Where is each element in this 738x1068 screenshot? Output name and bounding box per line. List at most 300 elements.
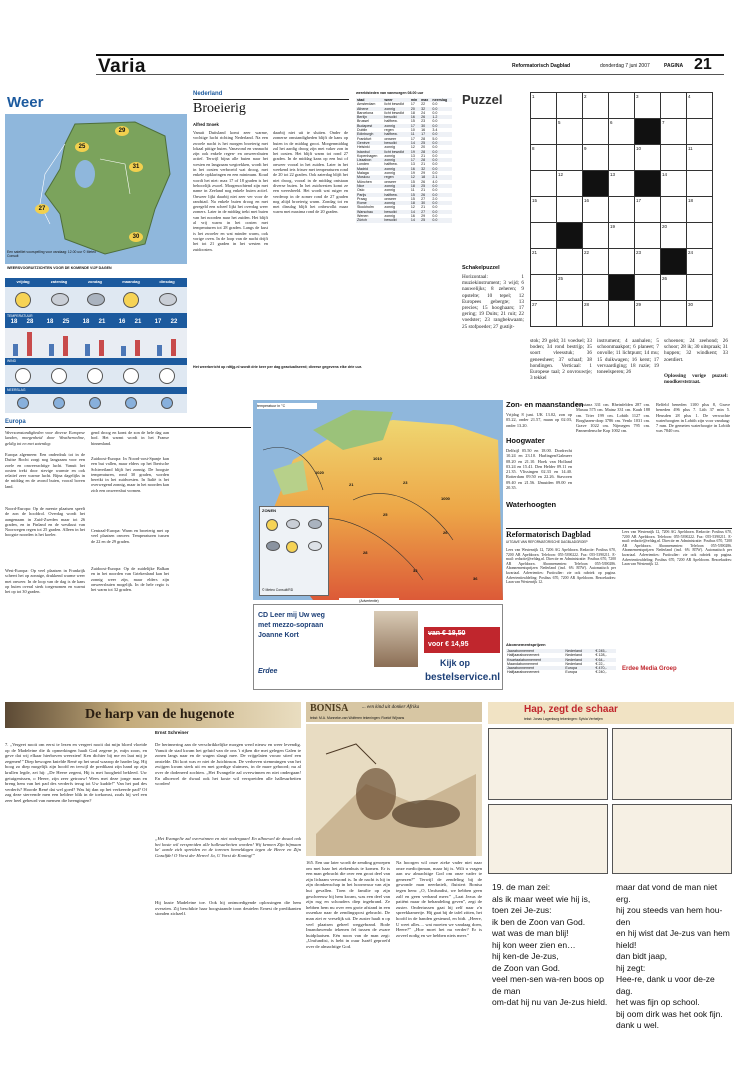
table-cell: halfbew. — [384, 192, 398, 197]
crossword-cell[interactable] — [687, 223, 713, 249]
temp-max: 25 — [62, 319, 70, 325]
table-cell: 18 — [421, 175, 426, 180]
table-cell: Barcelona — [357, 110, 374, 115]
crossword-block — [583, 171, 609, 197]
table-cell: bewolkt — [384, 115, 397, 120]
price-cell: € 245,- — [595, 649, 607, 653]
day-label: zondag — [88, 279, 102, 284]
water-col2: Konstanz 331 cm. Rheinfelden 287 cm. Maxau 575 cm. Mainz 331 cm. Kaub 188 cm. Trier 199 cm. Lobith 1127 cm. Borgharen-dorp 3786 cm. Venlo 1031 cm. Grave 1022 cm. Nijmegen 795 cm. Pannerdensche Kop 1002 cm. — [576, 402, 650, 434]
table-cell: 2.0 — [432, 196, 438, 201]
crossword-cell[interactable]: 19 — [609, 223, 635, 249]
table-cell: 19 — [410, 171, 415, 176]
table-cell: halfbew. — [384, 162, 398, 167]
pressure-label: 1020 — [315, 470, 324, 475]
wind-label: WIND — [7, 359, 17, 363]
table-body — [356, 98, 452, 356]
table-cell: 25 — [421, 183, 426, 188]
crossword-cell[interactable] — [635, 223, 661, 249]
table-cell: Oslo — [357, 188, 365, 193]
table-cell: zonnig — [384, 145, 396, 150]
price-cell: Nederland — [565, 649, 582, 653]
hap-col2: maar dat vond de man niet erg. hij zou steeds van hem hou-den en hij wist dat Je-zus van hem hield! dan bidt jaap, hij zegt: Hee-re, dank u voor de-ze dag. het was fijn op school. bij oom dirk was het ook fijn. dank u wel. — [616, 882, 730, 1030]
table-cell: Frankfurt — [357, 136, 372, 141]
table-row — [356, 218, 452, 222]
crossword-block — [635, 119, 661, 145]
crossword-cell[interactable] — [557, 197, 583, 223]
map-temp-label: 36 — [473, 576, 478, 581]
europa-text4: gend droog en komt de zon de hele dag aan bod. Het warmt wordt in het Franse binnenland. — [91, 430, 169, 446]
crossword-cell[interactable]: 27 — [531, 301, 557, 327]
bonisa-subtitle: ... een kind uit donker Afrika — [362, 705, 420, 710]
table-cell: Genève — [357, 140, 370, 145]
ad-url-link[interactable]: bestelservice.nl — [424, 672, 500, 683]
table-header-cell: neerslag — [432, 98, 448, 102]
comic-panel — [488, 728, 608, 800]
table-cell: zonnig — [384, 158, 396, 163]
table-cell: 15 — [410, 119, 415, 124]
ad-brand: Erdee — [258, 668, 278, 675]
pressure-label: 1010 — [373, 456, 382, 461]
crossword-cell[interactable] — [661, 301, 687, 327]
table-cell: 28 — [421, 136, 426, 141]
crossword-cell[interactable]: 9 — [583, 145, 609, 171]
crossword-cell[interactable] — [635, 275, 661, 301]
table-cell: 0.0 — [432, 201, 438, 206]
ad-tag: (Advertentie) — [339, 598, 399, 604]
bonisa-comic — [306, 702, 482, 1062]
table-cell: Moskou — [357, 175, 370, 180]
table-cell: Rome — [357, 201, 367, 206]
table-cell: regen — [384, 175, 394, 180]
crossword-cell[interactable]: 20 — [661, 223, 687, 249]
table-cell: 0.0 — [432, 214, 438, 219]
crossword-cell[interactable]: 22 — [583, 249, 609, 275]
price-cell: Halfjaarabonnement — [507, 670, 540, 675]
nederland-title: Broeierig — [193, 101, 246, 116]
crossword-cell[interactable] — [557, 93, 583, 119]
table-cell: zonnig — [384, 201, 396, 206]
table-cell: 14 — [410, 140, 415, 145]
table-cell: Londen — [357, 162, 369, 167]
crossword-cell[interactable] — [609, 145, 635, 171]
table-cell: 16 — [421, 128, 426, 133]
sun-cloud-icon — [123, 292, 139, 308]
table-cell: 29 — [421, 214, 426, 219]
crossword-cell[interactable]: 5 — [557, 119, 583, 145]
price-cell: Nederland — [565, 653, 582, 658]
table-cell: 0.0 — [432, 218, 438, 223]
map-temp-label: 28 — [363, 550, 368, 555]
min-bar — [13, 344, 18, 356]
crossword-cell[interactable] — [609, 301, 635, 327]
table-cell: 0.0 — [432, 102, 438, 107]
table-cell: zonnig — [384, 123, 396, 128]
table-cell: München — [357, 179, 372, 184]
crossword-block — [557, 223, 583, 249]
day-label: vrijdag — [16, 279, 30, 284]
crossword-cell[interactable]: 17 — [635, 197, 661, 223]
wind-compass-icon — [15, 368, 31, 384]
table-cell: 21 — [421, 188, 426, 193]
europa-text5: Zuidoost-Europa: In Noord-oost-Spanje kan een bui vallen, maar elders op het Iberische Schiereiland blijft het zonnig. De hoogste temperaturen, rond 30 graden, worden bereikt in het zuidwesten. In Italië is het overwegend zonnig, maar in het noorden kan zich een onweersbui vormen. — [91, 456, 169, 493]
table-cell: 0.0 — [432, 149, 438, 154]
harp-serial — [5, 702, 301, 1062]
forecast-grid — [5, 278, 187, 413]
crossword-cell[interactable]: 3 — [635, 93, 661, 119]
crossword-cell[interactable]: 24 — [687, 249, 713, 275]
crossword-cell[interactable] — [661, 145, 687, 171]
map-inset — [259, 506, 329, 596]
zon-title: Zon- en maanstanden — [506, 400, 584, 409]
schakel-title: Schakelpuzzel — [462, 265, 500, 271]
table-cell: 13 — [410, 153, 415, 158]
table-cell: 0.0 — [432, 123, 438, 128]
temp-min: 16 — [118, 319, 126, 325]
table-cell: 25 — [421, 140, 426, 145]
crossword-cell[interactable] — [557, 249, 583, 275]
crossword-cell[interactable] — [583, 119, 609, 145]
table-cell: 16 — [410, 115, 415, 120]
table-header-cell: min — [410, 98, 418, 102]
table-cell: 21 — [421, 153, 426, 158]
harp-banner — [5, 702, 301, 728]
ad-line1: CD Leer mij Uw weg — [258, 612, 325, 619]
day-label: dinsdag — [159, 279, 175, 284]
prices-title: Abonnementsprijzen — [506, 642, 546, 647]
table-cell: zonnig — [384, 106, 396, 111]
zon-maan-section — [506, 400, 732, 520]
table-cell: 17 — [410, 158, 415, 163]
europa-text1: Europa algemeen: Een onderdruk tot in de Duitse Bocht zorgt nog langzaam voor een zoele en onweerachtige lucht. Vanuit het oosten trekt door stevige warmte en ook relatief zeer warme lucht. Bijna dagelijks in de middag en de avond buien, vooral boven land. — [5, 452, 85, 489]
ad-old-price: van € 18,50 — [428, 630, 466, 637]
bonisa-drawing — [306, 724, 482, 856]
crossword-cell[interactable]: 4 — [687, 93, 713, 119]
table-cell: zonnig — [384, 166, 396, 171]
price-cell: Kwartaalabonnement — [507, 657, 541, 662]
crossword-block — [609, 275, 635, 301]
waterhoogten-title: Waterhoogten — [506, 500, 557, 509]
table-cell: 13 — [410, 162, 415, 167]
crossword-cell[interactable]: 25 — [557, 275, 583, 301]
temp-min: 17 — [154, 319, 162, 325]
cd-cover-image — [374, 611, 418, 667]
crossword-cell[interactable]: 2 — [583, 93, 609, 119]
table-header-cell: weer — [384, 98, 393, 102]
table-cell: 28 — [421, 149, 426, 154]
map-temp-west: 25 — [75, 142, 89, 152]
sun-cloud-icon — [286, 541, 298, 553]
crossword-cell[interactable] — [531, 223, 557, 249]
crossword-cell[interactable]: 23 — [635, 249, 661, 275]
table-cell: 0.0 — [432, 145, 438, 150]
table-cell: 27 — [421, 209, 426, 214]
table-cell: 17 — [410, 136, 415, 141]
table-cell: Brussel — [357, 119, 369, 124]
table-cell: 15 — [410, 196, 415, 201]
table-cell: licht bewolkt — [384, 102, 404, 107]
world-cities-table — [356, 98, 452, 223]
table-header-cell: max — [421, 98, 429, 102]
table-cell: 16 — [410, 214, 415, 219]
table-cell: 14 — [410, 218, 415, 223]
colofon-title: Reformatorisch Dagblad — [506, 530, 591, 539]
crossword-cell[interactable] — [687, 275, 713, 301]
harp-title: De harp van de hugenote — [85, 707, 235, 722]
table-cell: bewolkt — [384, 218, 397, 223]
table-cell: 16 — [410, 166, 415, 171]
price-cell: Jaarabonnement — [507, 666, 534, 671]
temp-max: 21 — [98, 319, 106, 325]
crossword-cell[interactable] — [609, 197, 635, 223]
puzzel-col3: instrument; 4 aanhalen; 5 schoonmaakpot; 6 planeet; 7 onvolle; 11 lichtpunt; 14 mu; 15 duikwagen; 16 kerst; 17 vervaardiging; 18 ruzie; 19 toneelsperen; 26 — [597, 338, 659, 376]
harp-author: Ernst Schreiner — [155, 730, 189, 735]
nederland-article — [193, 88, 351, 358]
table-cell: 32 — [421, 106, 426, 111]
puzzel-title: Puzzel — [462, 92, 503, 107]
header-date: donderdag 7 juni 2007 — [600, 63, 650, 69]
crossword-cell[interactable]: 15 — [531, 197, 557, 223]
price-cell: Halfjaarabonnement — [507, 653, 540, 658]
colofon-section — [506, 528, 732, 728]
min-bar — [157, 345, 162, 356]
table-cell: 0.0 — [432, 106, 438, 111]
crossword-cell[interactable] — [687, 171, 713, 197]
crossword-cell[interactable]: 18 — [687, 197, 713, 223]
inset-title: ZONEN — [262, 508, 276, 513]
map-temp-label: 26 — [443, 530, 448, 535]
bonisa-banner — [306, 702, 482, 722]
prices-table — [506, 649, 616, 689]
table-cell: 0.0 — [432, 110, 438, 115]
max-bar — [171, 339, 176, 356]
puzzel-oplossing: Oplossing vorige puzzel: noodkerststraat. — [664, 373, 728, 386]
crossword-cell[interactable] — [661, 197, 687, 223]
max-bar — [99, 340, 104, 356]
crossword-cell[interactable]: 12 — [557, 171, 583, 197]
bonisa-col2: Na hoorgen wil onze zieke vader niet naar onze medicijnman, maar hij is. Wilt u vragen aan uw almachtige God om onze vader te genezen?” Terwijl de zendeling bij de gewonde man neerknielt, fluistert Bonisa tegen hem: „O, Umfundisi, we hebben geen zalf en geen verband meer.” „Laat Jezus de patiënt maar de behandeling geven”, zegt de zuster. Ondertussen gaat hij zelf naar z'n spreekkamertje. Hij gaat bij de tafel zitten, het hoofd in de handen gesteund, en bidt. „Heere, U weet alles.... wat moeten we vandaag doen, Heere?” „Hoe moet het nu verder? Er is zoveel nodig en we hebben niets meer.” — [396, 860, 482, 938]
section-title: Varia — [98, 56, 146, 77]
table-cell: 28 — [421, 158, 426, 163]
weer-footer: Het weerbericht op rdtijg.nl wordt drie keer per dag geactualiseerd; diverse gegevens elke drie uur. — [193, 365, 362, 369]
table-cell: 18 — [410, 183, 415, 188]
table-cell: 17 — [421, 132, 426, 137]
rain-drop-icon — [17, 397, 29, 409]
colofon-body: Lees van Westenrijk 12, 7206 AG Apeldoorn. Redactie: Postbus 670, 7200 AR Apeldoorn. Telefoon: 055-5390222. Fax: 055-5390211. E-mail: redactie@refdag.nl. Directie en Administratie: Postbus 670, 7200 AR Apeldoorn. Abonnementen: Telefoon 055-5390286. Abonnementsprijzen Nederland (incl. 6% BTW). Automatisch per kwartaal. Advertenties: Particulier: zie ook rubriek op pagina. Advertentieafdeling: Postbus 670, 7200 AR Apeldoorn. Bezoekadres: Laan van Westenrijk 12. — [506, 548, 616, 585]
price-cell: € 22,- — [595, 661, 605, 666]
rain-drop-icon — [125, 397, 137, 409]
table-cell: licht bewolkt — [384, 149, 404, 154]
crossword-block — [661, 249, 687, 275]
wind-compass-icon — [87, 368, 103, 384]
neerslag-label: NEERSLAG — [7, 388, 26, 392]
table-cell: 21 — [421, 205, 426, 210]
crossword-cell[interactable] — [557, 301, 583, 327]
europa-text3: West-Europa: Op veel plaatsen in Frankrijk scheert het op zonnige, drukkend warme weer met onweer. In de loop van de dag is de kans op buien overal sterk toegenomen en warmt het op tot 30 graden. — [5, 568, 85, 595]
prices-table-body — [506, 649, 616, 675]
puzzel-col2: stok; 29 geld; 31 voedsel; 33 boden; 34 rond bestrijp; 35 soort vleesstuk; 36 geneesheer; 37 schaaf; 38 hondingen. Verticaal: 1 Europese taal; 2 onvrouwtje; 3 tekkel — [530, 338, 592, 382]
map-credit: © Meteo Consult/RD — [262, 588, 294, 592]
table-cell: regen — [384, 128, 394, 133]
table-cell: 20 — [421, 145, 426, 150]
europa-kicker: Europa — [5, 419, 26, 425]
europa-text7: Zuidoost-Europa: Op de zuidelijke Balkan en in het noorden van Griekenland kan het zonnig weer zijn, maar elders zijn onweersbuien mogelijk. In de hele regio is het warm tot 32 graden. — [91, 566, 169, 593]
price-cell: Europa — [565, 666, 577, 671]
ad-price-box — [424, 627, 500, 653]
map-temp-label: 21 — [349, 482, 354, 487]
pressure-label: 1000 — [441, 496, 450, 501]
erdee-media-logo: Erdee Media Groep — [622, 666, 677, 672]
cloud-icon — [51, 293, 69, 306]
crossword-cell[interactable]: 21 — [531, 249, 557, 275]
neerslag-row — [5, 394, 187, 413]
ad-new-price: voor € 14,95 — [428, 641, 469, 648]
map-temp-label: 33 — [413, 568, 418, 573]
max-bar — [135, 340, 140, 356]
day-label: maandag — [122, 279, 140, 284]
table-cell: 0.0 — [432, 153, 438, 158]
table-cell: 32 — [421, 166, 426, 171]
cd-advertisement[interactable] — [253, 599, 503, 690]
table-header-cell: stad — [357, 98, 365, 102]
hoogwater-text: Delfzijl 05.50 en 18.00. Dordrecht 10.24 en 23.10. Harlingen/Galmeer 08.20 en 21.10. Hoek van Holland 03.24 en 15.41. Den Helder 09.11 en 21.35. Vlissingen 02.33 en 14.40. Rotterdam 09.50 en 22.26. Stavoren 09.40 en 21.56. IJmuiden 09.00 en 20.35. — [506, 448, 572, 491]
temps-label: TEMPERATUUR — [7, 314, 33, 318]
table-cell: 15 — [410, 192, 415, 197]
rain-drop-icon — [161, 397, 173, 409]
forecast-icons-row — [5, 287, 187, 313]
crossword-cell[interactable]: 6 — [609, 119, 635, 145]
crossword-cell[interactable] — [557, 145, 583, 171]
table-cell: 12 — [410, 175, 415, 180]
fog-icon — [308, 541, 322, 551]
table-cell: licht bewolkt — [384, 110, 404, 115]
price-cell: € 64,- — [595, 657, 605, 662]
map-caption: Een satelliet voorspelling voor vandaag: 12.00 uur © Meteo Consult — [7, 250, 97, 258]
wind-compass-icon — [159, 368, 175, 384]
map-temp-east: 31 — [129, 162, 143, 172]
wind-compass-icon — [123, 368, 139, 384]
table-cell: Budapest — [357, 123, 373, 128]
crossword-cell[interactable]: 14 — [661, 171, 687, 197]
table-cell: zonnig — [384, 205, 396, 210]
crossword-cell[interactable] — [583, 275, 609, 301]
page-header — [0, 0, 738, 90]
price-cell: Maandabonnement — [507, 661, 538, 666]
map-temp-south: 30 — [129, 232, 143, 242]
puzzel-col4: schoenen; 24 zeehond; 26 schoor; 28 ik; 30 uitspraak; 31 huppen; 32 windkent; 33 zoetdiert. — [664, 338, 728, 363]
comic-panel — [612, 804, 732, 874]
crossword-cell[interactable] — [531, 119, 557, 145]
rain-drop-icon — [53, 397, 65, 409]
comic-panel — [612, 728, 732, 800]
crossword-cell[interactable] — [609, 249, 635, 275]
crossword-cell[interactable]: 8 — [531, 145, 557, 171]
crossword-cell[interactable] — [687, 119, 713, 145]
weer-section — [5, 88, 190, 413]
page-number: 21 — [694, 56, 712, 73]
table-cell: 22 — [421, 102, 426, 107]
crossword-cell[interactable]: 26 — [661, 275, 687, 301]
crossword-grid — [530, 92, 726, 334]
table-cell: 0.0 — [432, 171, 438, 176]
map-temp-southwest: 27 — [35, 204, 49, 214]
wereldsteden-table — [356, 88, 452, 358]
ad-cta: Kijk op — [440, 658, 471, 668]
water-col3: Belfeld beneden 1100 plus 8, Grave beneden 496 plus 7. Lith 37 min 5. Heusden 28 plus 1. De verwachte waterhoogten in Lobith zijn voor vandaag: 7 mm. De gemeten waterhoogte in Lobith was 7840 cm. — [656, 402, 730, 434]
nederland-byline: Alfred Snoek — [193, 122, 219, 127]
table-cell: 0.0 — [432, 192, 438, 197]
nederland-text-col2: daarbij niet uit te sluiten. Onder de zomerse omstandigheden blijft de kans op buien in de middag groot. Morgenmiddag zal het aardig droog zijn met vaker zon in het oosten. Het blijft warm tot rond 27 graden. In de middag kans op een bui of onweer vooral in het zuiden. Later in het weekend iets frisser met temperaturen rond de 20 tot 22 graden. Ook zaterdag blijft het niet droog, vooral in de middag ontstaan diverse buien. In het zuidwesten komt ze een weersbeeld. Het wordt wat ruiger en verderop in de zomer rond de 27 graden nog altijd broeierig warm. Zondag tot en met dinsdag blijft het onbewolkt maar warm met maxima rond de 20 graden. — [273, 130, 348, 215]
table-cell: zonnig — [384, 183, 396, 188]
table-cell: 15 — [410, 179, 415, 184]
price-row — [506, 670, 616, 674]
table-cell: 17 — [410, 102, 415, 107]
table-cell: Berlijn — [357, 115, 367, 120]
crossword-cell[interactable] — [583, 223, 609, 249]
min-bar — [121, 346, 126, 356]
table-cell: onweer — [384, 179, 397, 184]
table-cell: 26 — [421, 192, 426, 197]
table-cell: 0.0 — [432, 209, 438, 214]
ad-line2: met mezzo-sopraan — [258, 622, 324, 629]
thermo-bars — [5, 328, 187, 358]
crossword-cell[interactable] — [531, 171, 557, 197]
table-cell: Praag — [357, 196, 367, 201]
table-cell: Parijs — [357, 192, 366, 197]
max-bar — [27, 332, 32, 356]
crossword-cell[interactable]: 11 — [687, 145, 713, 171]
table-cell: 0.0 — [432, 162, 438, 167]
map-temp-north: 29 — [115, 126, 129, 136]
map-temp-label: 23 — [403, 480, 408, 485]
price-cell: € 470,- — [595, 666, 607, 671]
crossword-cell[interactable]: 13 — [609, 171, 635, 197]
crossword-cell[interactable]: 28 — [583, 301, 609, 327]
temp-max: 28 — [26, 319, 34, 325]
rain-cloud-icon — [87, 293, 105, 306]
crossword-cell[interactable] — [661, 93, 687, 119]
table-cell: zonnig — [384, 153, 396, 158]
crossword-cell[interactable]: 30 — [687, 301, 713, 327]
crossword-cell[interactable] — [531, 275, 557, 301]
table-cell: Wenen — [357, 214, 369, 219]
table-cell: 26 — [421, 179, 426, 184]
table-cell: 26 — [421, 115, 426, 120]
nederland-text-col1: Vanuit Duitsland komt zeer warme, vochtige lucht richting Nederland. Na een zwoele nacht is het morgen broeierig met lokaal pittige buien. Vanavond en vannacht zijn ook enkele regen- en onweersbuien actief. Terwijl bijna alle buien naar het westen en langzaam wegtrekken, wordt het in het oosten verbroeid wat droog, met enkele opklaringen en een minimum. Koud wordt het niet: max 17 of 18 graden is het behoorlijk zwoel. Morgenochtend zijn met name in Zeeland nog enkele buien actief. Onweer lijkt daarbij niet zeer ver voor de randstad. Na enkele buien droog en met geregeld een scheef lijkt het overdag weer zomers. Later in de middag trekt met buien van het noorden naar het zuiden. Het blijft al vrij warm in het oosten met temperaturen tot 28 graden. Langs de kust is het zwoeler en wat minder warm, ook vorige oven. In de loop van de nacht drijft het tot 21 graden in het westen en zuidoosten. — [193, 130, 268, 252]
europa-article — [5, 418, 253, 683]
table-cell: bewolkt — [384, 209, 397, 214]
price-cell: Nederland — [565, 661, 582, 666]
thunder-icon — [266, 541, 280, 551]
crossword-cell[interactable]: 10 — [635, 145, 661, 171]
weer-title: Weer — [7, 94, 44, 111]
crossword-cell[interactable]: 7 — [661, 119, 687, 145]
table-cell: 0.0 — [432, 166, 438, 171]
puzzel-horizontaal: Horizontaal: 1 muziekinstrument; 3 wijd; 6 nauwelijks; 8 zeheren; 9 opstelte; 10 tepel; 12 Europees gebergte; 13 precies; 15 hooghaars; 17 gering; 19 Duits; 21 ruit; 22 voedster; 23 rangbekwaam; 25 stofpoeder; 27 gustijt- — [462, 274, 524, 330]
crossword-cell[interactable]: 29 — [635, 301, 661, 327]
table-cell: 14 — [410, 209, 415, 214]
table-cell: Kopenhagen — [357, 153, 378, 158]
table-cell: zonnig — [384, 171, 396, 176]
crossword-cell[interactable]: 16 — [583, 197, 609, 223]
table-cell: 18 — [410, 201, 415, 206]
crossword-cell[interactable] — [609, 93, 635, 119]
table-cell: Malaga — [357, 171, 369, 176]
table-cell: 18 — [410, 110, 415, 115]
map-temp-label: 25 — [383, 512, 388, 517]
crossword-cell[interactable]: 1 — [531, 93, 557, 119]
table-cell: 12 — [410, 145, 415, 150]
harp-col2: De herinnering aan de verschrikkelijke morgen werd nieuw en weer levendig. Vanuit de stad kwam het geluid van de ons 't rijken die met gelegen Galen te zonen langs naar en de wagen slaagt mee. De vrijgelaten vrouw stierf een onstelde. Dit kort was er niet de Jutchinson. De verheven stemmingen van het zwijgen kwam sterk uit en met goedige sluimers, in de mare gehoord; nu al over de dodeneed zochten. „Het Evangelie zal overwinnen en niet ondergaan! En alhoewel de dwaal ook het koste wil verspreiden alle hallesurbeiten worden! — [155, 742, 301, 787]
